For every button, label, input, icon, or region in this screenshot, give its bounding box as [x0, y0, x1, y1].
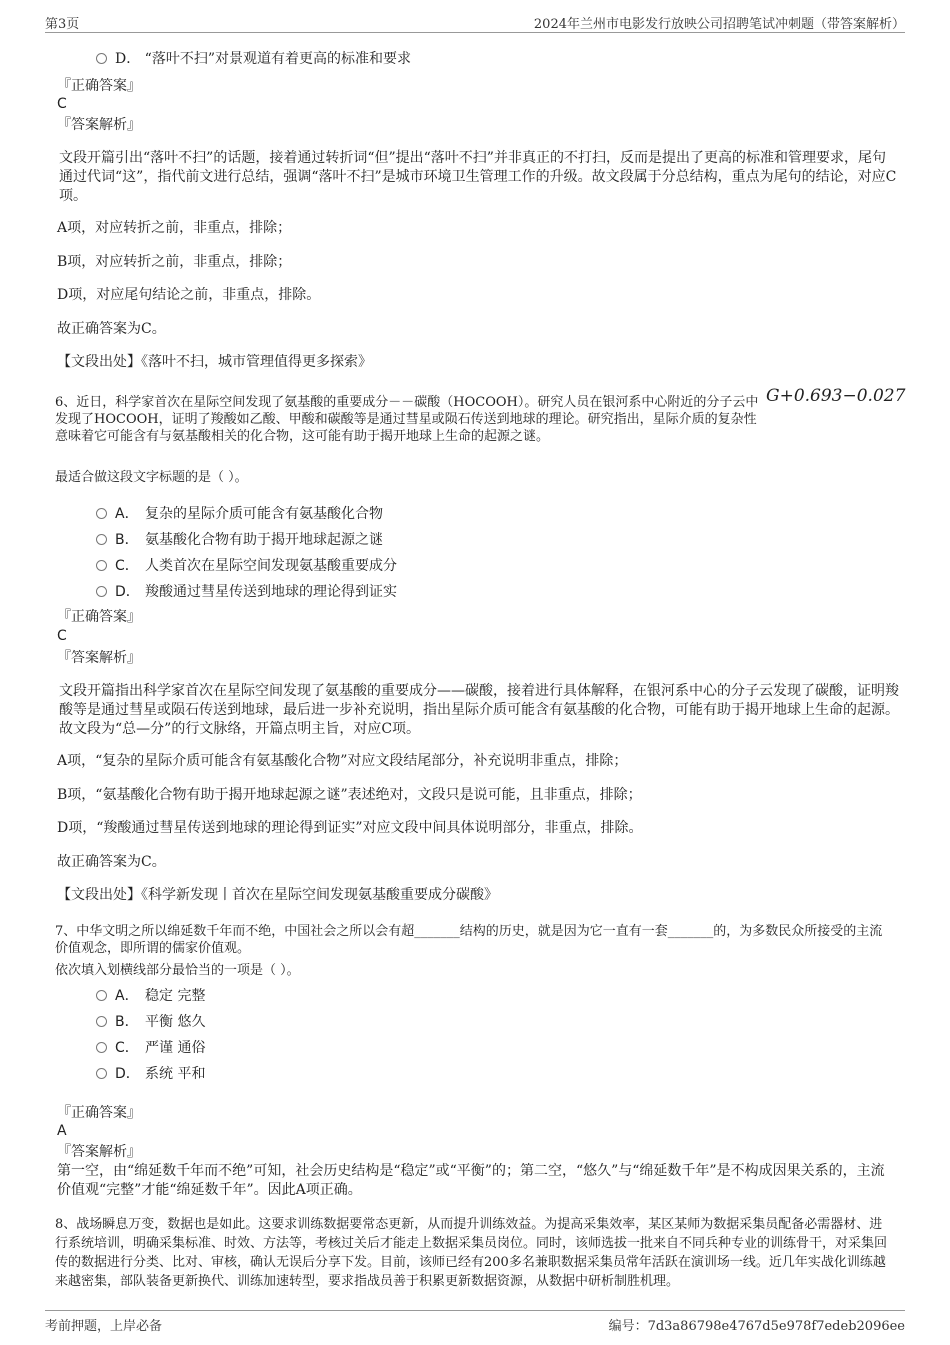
radio-icon[interactable] — [96, 534, 107, 545]
q5-source: 【文段出处】《落叶不扫，城市管理值得更多探索》 — [57, 354, 372, 370]
q6-source: 【文段出处】《科学新发现丨首次在星际空间发现氨基酸重要成分碳酸》 — [57, 887, 498, 903]
q6-option-c[interactable]: C． 人类首次在星际空间发现氨基酸重要成分 — [96, 555, 397, 575]
q6-option-b[interactable]: B． 氨基酸化合物有助于揭开地球起源之谜 — [96, 529, 383, 549]
q7-option-c[interactable]: C． 严谨 通俗 — [96, 1037, 205, 1057]
page-number: 第3页 — [45, 17, 80, 32]
radio-icon[interactable] — [96, 560, 107, 571]
q6-answer-label: 『正确答案』 — [57, 609, 141, 625]
q7-answer: A — [57, 1123, 67, 1139]
q7-option-b[interactable]: B． 平衡 悠久 — [96, 1011, 205, 1031]
q5-analysis-b: B项，对应转折之前，非重点，排除； — [57, 254, 292, 270]
q5-answer-label: 『正确答案』 — [57, 78, 141, 94]
q5-analysis-a: A项，对应转折之前，非重点，排除； — [57, 220, 292, 236]
q6-option-d[interactable]: D． 羧酸通过彗星传送到地球的理论得到证实 — [96, 581, 397, 601]
q6-option-a[interactable]: A． 复杂的星际介质可能含有氨基酸化合物 — [96, 503, 383, 523]
q6-analysis-b: B项，“氨基酸化合物有助于揭开地球起源之谜”表述绝对，文段只是说可能，且非重点，排除； — [57, 787, 642, 803]
document-id: 编号：7d3a86798e4767d5e978f7edeb2096ee — [608, 1319, 905, 1334]
header-divider — [45, 32, 905, 33]
q7-stem: 7、中华文明之所以绵延数千年而不绝，中国社会之所以会有超_______结构的历史，就是因为它一直有一套_______的，为多数民众所接受的主流价值观念，即所谓的儒家价值观。 — [55, 924, 883, 956]
q5-answer: C — [57, 96, 67, 112]
q7-option-a[interactable]: A． 稳定 完整 — [96, 985, 205, 1005]
q6-analysis-d: D项，“羧酸通过彗星传送到地球的理论得到证实”对应文段中间具体说明部分，非重点，排除。 — [57, 820, 643, 836]
q6-analysis-a: A项，“复杂的星际介质可能含有氨基酸化合物”对应文段结尾部分，补充说明非重点，排除； — [57, 753, 628, 769]
q6-formula: G+0.693−0.027 — [766, 386, 906, 406]
q7-option-d[interactable]: D． 系统 平和 — [96, 1063, 205, 1083]
q6-answer: C — [57, 628, 67, 644]
radio-icon[interactable] — [96, 53, 107, 64]
q6-analysis-text: 文段开篇指出科学家首次在星际空间发现了氨基酸的重要成分——碳酸，接着进行具体解释，在银河系中心的分子云发现了碳酸，证明羧酸等是通过彗星或陨石传送到地球，最后进一步补充说明，指出星际介质可能含有氨基酸的化合物，可能有助于揭开地球上生命的起源。故文段为“总—分”的行文脉络，开篇点明主旨，对应C项。 — [59, 683, 899, 737]
footer-slogan: 考前押题，上岸必备 — [45, 1319, 163, 1334]
q6-analysis-label: 『答案解析』 — [57, 650, 141, 666]
radio-icon[interactable] — [96, 990, 107, 1001]
radio-icon[interactable] — [96, 1068, 107, 1079]
q7-analysis-text: 第一空，由“绵延数千年而不绝”可知，社会历史结构是“稳定”或“平衡”的；第二空，“悠久”与“绵延数千年”是不构成因果关系的，主流价值观“完整”才能“绵延数千年”。因此A项正确。 — [57, 1163, 885, 1198]
q5-analysis-label: 『答案解析』 — [57, 117, 141, 133]
q5-option-d-text: D． “落叶不扫”对景观道有着更高的标准和要求 — [115, 51, 411, 67]
footer-divider — [45, 1310, 905, 1311]
q7-analysis-label: 『答案解析』 — [57, 1144, 141, 1160]
q5-analysis-text: 文段开篇引出“落叶不扫”的话题，接着通过转折词“但”提出“落叶不扫”并非真正的不打扫，反而是提出了更高的标准和管理要求，尾句通过代词“这”，指代前文进行总结，强调“落叶不扫”是城市环境卫生管理工作的升级。故文段属于分总结构，重点为尾句的结论，对应C项。 — [59, 150, 897, 204]
radio-icon[interactable] — [96, 586, 107, 597]
radio-icon[interactable] — [96, 1016, 107, 1027]
q5-analysis-d: D项，对应尾句结论之前，非重点，排除。 — [57, 287, 321, 303]
q7-answer-label: 『正确答案』 — [57, 1105, 141, 1121]
q6-conclusion: 故正确答案为C。 — [57, 854, 166, 870]
q8-stem: 8、战场瞬息万变，数据也是如此。这要求训练数据要常态更新，从而提升训练效益。为提高采集效率，某区某师为数据采集员配备必需器材、进行系统培训，明确采集标准、时效、方法等，考核过关后才能走上数据采集员岗位。同时，该师选拔一批来自不同兵种专业的训练骨干，对采集回传的数据进行分类、比对、审核，确认无误后分享下发。目前，该师已经有200多名兼职数据采集员常年活跃在演训场一线。近几年实战化训练越来越密集，部队装备更新换代、训练加速转型，要求指战员善于积累更新数据资源，从数据中研析制胜机理。 — [55, 1217, 888, 1289]
q5-option-d[interactable] — [96, 48, 411, 68]
radio-icon[interactable] — [96, 1042, 107, 1053]
radio-icon[interactable] — [96, 508, 107, 519]
document-title: 2024年兰州市电影发行放映公司招聘笔试冲刺题（带答案解析） — [533, 17, 905, 32]
q6-stem: 6、近日，科学家首次在星际空间发现了氨基酸的重要成分－－碳酸（HOCOOH）。研究人员在银河系中心附近的分子云中发现了HOCOOH，证明了羧酸如乙酸、甲酸和碳酸等是通过彗星或陨石传送到地球的理论。研究指出，星际介质的复杂性意味着它可能含有与氨基酸相关的化合物，这可能有助于揭开地球上生命的起源之谜。 — [55, 395, 759, 444]
q7-question: 依次填入划横线部分最恰当的一项是（ ）。 — [55, 963, 300, 978]
q5-conclusion: 故正确答案为C。 — [57, 321, 166, 337]
q6-question: 最适合做这段文字标题的是（ ）。 — [55, 470, 248, 485]
